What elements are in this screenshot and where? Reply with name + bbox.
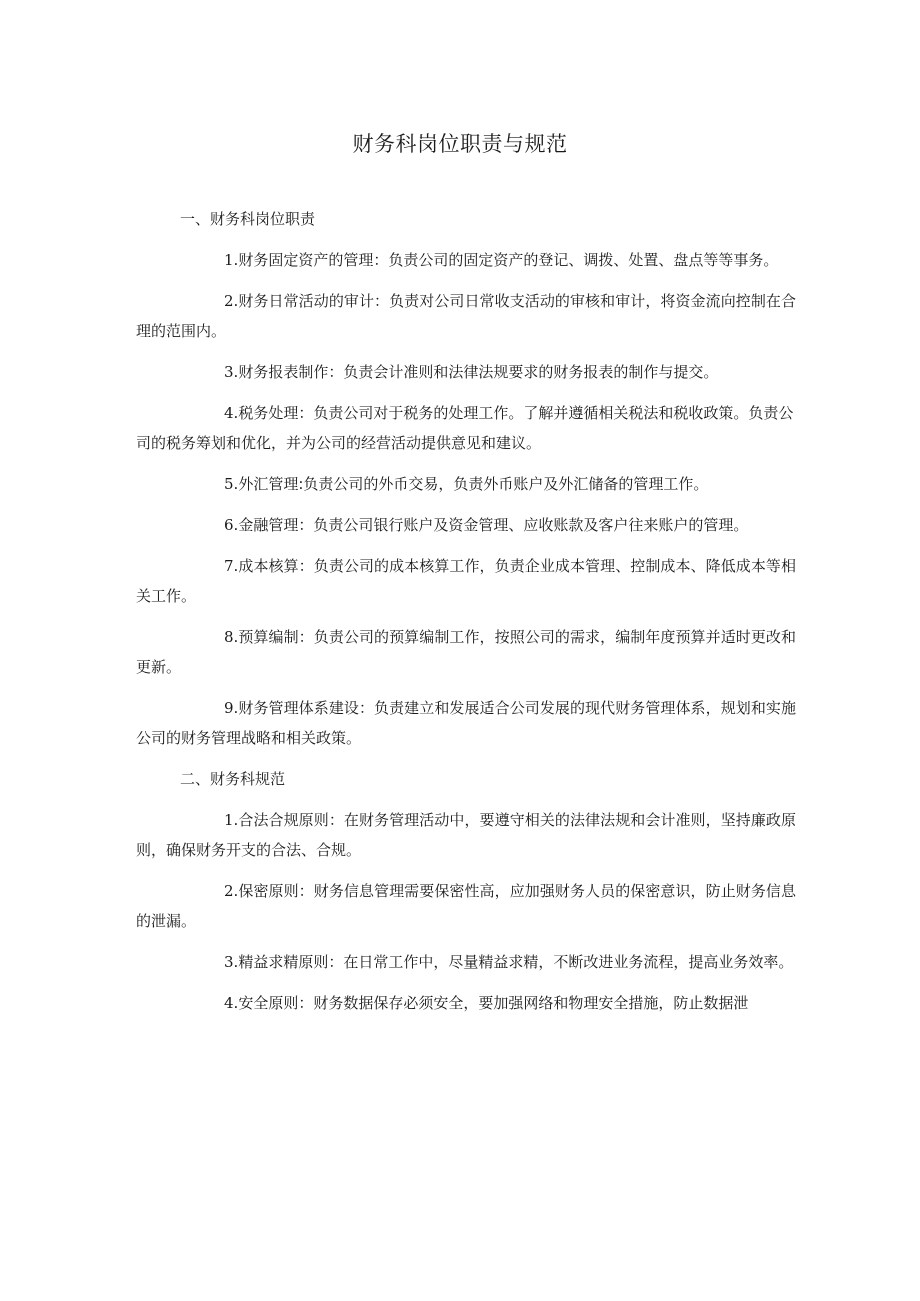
- duty-item-5: [136, 469, 796, 499]
- norm-item-3: [136, 947, 796, 977]
- item-text: .安全原则：财务数据保存必须安全，要加强网络和物理安全措施，防止数据泄: [233, 994, 749, 1012]
- item-number: 3: [224, 953, 234, 971]
- duty-item-3: [136, 357, 796, 387]
- document-body: [136, 204, 796, 1029]
- item-text: .保密原则：财务信息管理需要保密性高，应加强财务人员的保密意识，防止财务信息的泄漏。: [136, 882, 796, 930]
- duty-item-9: [136, 693, 796, 753]
- item-text: .金融管理：负责公司银行账户及资金管理、应收账款及客户往来账户的管理。: [233, 516, 749, 534]
- norm-item-2: [136, 876, 796, 936]
- item-text: .财务固定资产的管理：负责公司的固定资产的登记、调拨、处置、盘点等等事务。: [233, 251, 779, 269]
- item-text: .成本核算：负责公司的成本核算工作，负责企业成本管理、控制成本、降低成本等相关工作。: [136, 557, 796, 605]
- item-text: .合法合规原则：在财务管理活动中，要遵守相关的法律法规和会计准则，坚持廉政原则，确保财务开支的合法、合规。: [136, 811, 796, 859]
- item-number: 7: [224, 557, 234, 575]
- section2-heading: 二、财务科规范: [180, 770, 286, 788]
- norm-item-1: [136, 805, 796, 865]
- item-number: 8: [224, 628, 234, 646]
- duty-item-4: [136, 398, 796, 458]
- duty-item-2: [136, 286, 796, 346]
- item-number: 1: [224, 251, 234, 269]
- item-text: .预算编制：负责公司的预算编制工作，按照公司的需求，编制年度预算并适时更改和更新。: [136, 628, 796, 676]
- norm-item-4: [136, 988, 796, 1018]
- duty-item-6: [136, 510, 796, 540]
- item-text: .税务处理：负责公司对于税务的处理工作。了解并遵循相关税法和税收政策。负责公司的税务筹划和优化，并为公司的经营活动提供意见和建议。: [136, 404, 794, 452]
- item-number: 3: [224, 363, 234, 381]
- duty-item-8: [136, 622, 796, 682]
- section1-heading: 一、财务科岗位职责: [180, 210, 316, 228]
- item-number: 2: [224, 882, 234, 900]
- item-text: .精益求精原则：在日常工作中，尽量精益求精，不断改进业务流程，提高业务效率。: [233, 953, 794, 971]
- item-text: .财务日常活动的审计：负责对公司日常收支活动的审核和审计，将资金流向控制在合理的范围内。: [136, 292, 796, 340]
- item-number: 6: [224, 516, 234, 534]
- duty-item-1: [136, 245, 796, 275]
- item-number: 4: [224, 994, 234, 1012]
- item-text: .外汇管理:负责公司的外币交易，负责外币账户及外汇储备的管理工作。: [233, 475, 709, 493]
- item-number: 9: [224, 699, 234, 717]
- document-title: 财务科岗位职责与规范: [352, 132, 568, 156]
- item-number: 1: [224, 811, 234, 829]
- item-text: .财务报表制作：负责会计准则和法律法规要求的财务报表的制作与提交。: [233, 363, 719, 381]
- item-number: 2: [224, 292, 234, 310]
- item-text: .财务管理体系建设：负责建立和发展适合公司发展的现代财务管理体系，规划和实施公司的财务管理战略和相关政策。: [136, 699, 796, 747]
- item-number: 4: [224, 404, 234, 422]
- item-number: 5: [224, 475, 234, 493]
- duty-item-7: [136, 551, 796, 611]
